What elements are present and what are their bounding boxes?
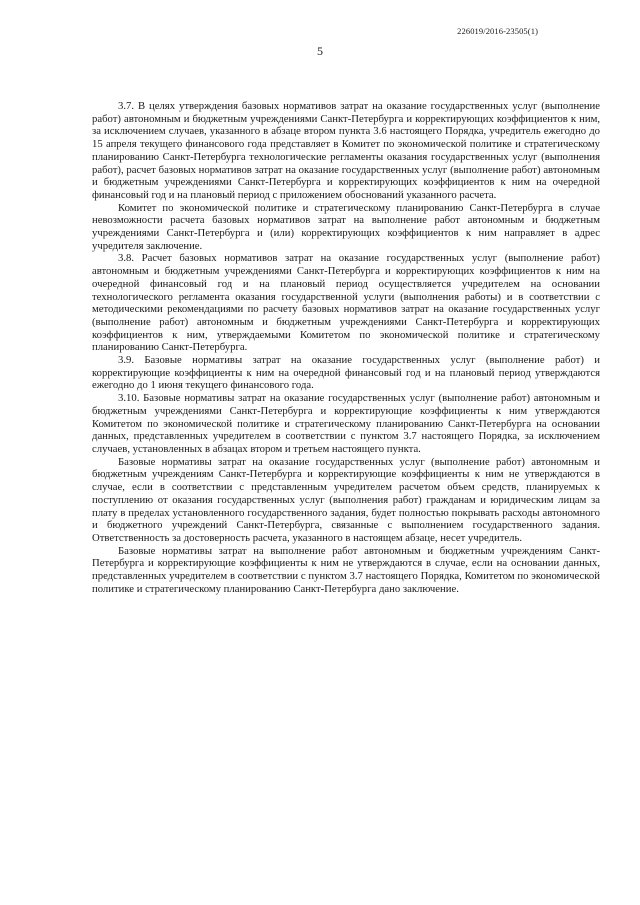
paragraph-not-approved-services: Базовые нормативы затрат на оказание государственных услуг (выполнение работ) автономным и бюджетным учреждениям Санкт-Петербурга и корректирующие коэффициенты к ним не утверждаются в случае, если в соответствии с представленным учредителем расчетом объем средств, планируемых к поступлению от оказания государственных услуг (выполнения работ) гражданам и юридическим лицам за плату в пределах установленного государственного задания, будет полностью покрывать расходы автономного и бюджетного учреждений Санкт-Петербурга, связанные с выполнением государственного задания. Ответственность за достоверность расчета, указанного в настоящем абзаце, несет учредитель. [92, 455, 600, 544]
paragraph-3-10: 3.10. Базовые нормативы затрат на оказание государственных услуг (выполнение работ) автономным и бюджетным учреждениями Санкт-Петербурга и корректирующие коэффициенты к ним утверждаются Комитетом по экономической политике и стратегическому планированию Санкт-Петербурга на основании данных, представленных учредителем в соответствии с пунктом 3.7 настоящего Порядка, за исключением случаев, установленных в абзацах втором и третьем настоящего пункта. [92, 392, 600, 455]
document-body [92, 100, 600, 595]
paragraph-3-7: 3.7. В целях утверждения базовых нормативов затрат на оказание государственных услуг (выполнение работ) автономным и бюджетным учреждениями Санкт-Петербурга и корректирующих коэффициентов к ним, за исключением случаев, указанного в абзаце втором пункта 3.6 настоящего Порядка, учредитель ежегодно до 15 апреля текущего финансового года представляет в Комитет по экономической политике и стратегическому планированию Санкт-Петербурга технологические регламенты оказания государственных услуг (выполнения работ), расчет базовых нормативов затрат на оказание государственных услуг (выполнение работ) автономным и бюджетным учреждениями Санкт-Петербурга и корректирующих коэффициентов к ним на очередной финансовый год и на плановый период с приложением обоснований указанного расчета. [92, 100, 600, 201]
paragraph-3-8: 3.8. Расчет базовых нормативов затрат на оказание государственных услуг (выполнение работ) автономным и бюджетным учреждениями Санкт-Петербурга и корректирующих коэффициентов к ним на очередной финансовый год и на плановый период осуществляется учредителем на основании технологического регламента оказания государственной услуги (выполнения работы) и в соответствии с методическими рекомендациями по расчету базовых нормативов затрат на оказание государственных услуг (выполнение работ) автономным и бюджетным учреждениями Санкт-Петербурга и корректирующих коэффициентов к ним, утверждаемыми Комитетом по экономической политике и стратегическому планированию Санкт-Петербурга. [92, 252, 600, 354]
page-number: 5 [317, 44, 323, 58]
paragraph-not-approved-works: Базовые нормативы затрат на выполнение работ автономным и бюджетным учреждениям Санкт-Петербурга и корректирующие коэффициенты к ним не утверждаются в случае, если на основании данных, представленных учредителем в соответствии с пунктом 3.7 настоящего Порядка, Комитетом по экономической политике и стратегическому планированию Санкт-Петербурга дано заключение. [92, 544, 600, 595]
document-id: 226019/2016-23505(1) [457, 26, 538, 36]
paragraph-committee-conclusion: Комитет по экономической политике и стратегическому планированию Санкт-Петербурга в случае невозможности расчета базовых нормативов затрат на выполнение работ автономным и бюджетным учреждениями Санкт-Петербурга и (или) корректирующих коэффициентов к ним направляет в адрес учредителя заключение. [92, 201, 600, 252]
paragraph-3-9: 3.9. Базовые нормативы затрат на оказание государственных услуг (выполнение работ) и корректирующие коэффициенты к ним на очередной финансовый год и на плановый период утверждаются ежегодно до 1 июня текущего финансового года. [92, 354, 600, 392]
